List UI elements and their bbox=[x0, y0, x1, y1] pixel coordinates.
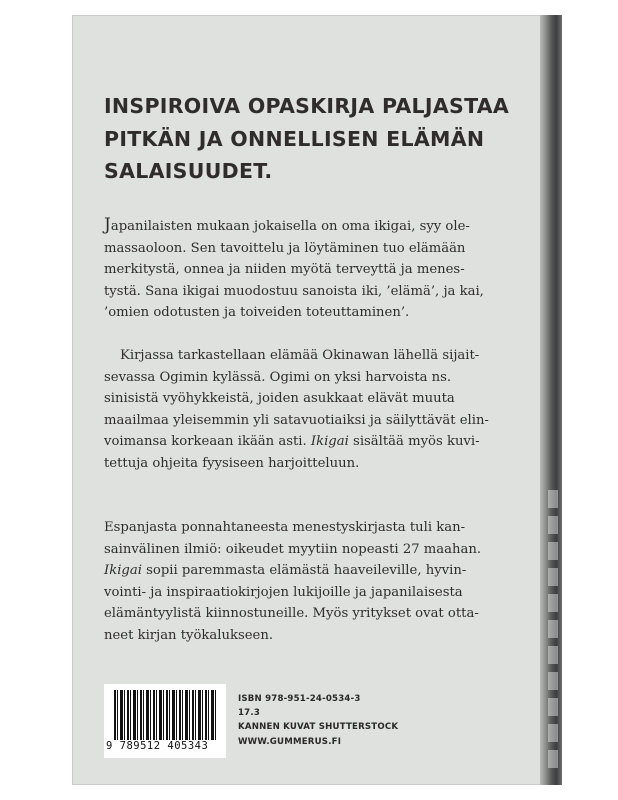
paragraph-line: sevassa Ogimin kylässä. Ogimi on yksi harvoista ns. bbox=[104, 369, 452, 385]
headline-line: PITKÄN JA ONNELLISEN ELÄMÄN bbox=[104, 126, 485, 151]
paragraph-line bbox=[104, 431, 524, 453]
headline-line: INSPIROIVA OPASKIRJA PALJASTAA bbox=[104, 94, 510, 118]
paragraph-line: massaoloon. Sen tavoittelu ja löytäminen tuo elämään bbox=[104, 240, 466, 256]
paragraph-line: elämäntyylistä kiinnostuneille. Myös yritykset ovat otta- bbox=[104, 606, 479, 622]
classification-text: 17.3 bbox=[238, 708, 261, 719]
drop-cap: J bbox=[104, 215, 111, 235]
paragraph-text: voimansa korkeaan ikään asti. bbox=[104, 434, 307, 450]
paragraph-line: sainvälinen ilmiö: oikeudet myytiin nopeasti 27 maahan. bbox=[104, 541, 482, 557]
paragraph-line: Espanjasta ponnahtaneesta menestyskirjasta tuli kan- bbox=[104, 520, 466, 535]
paragraph-line: tettuja ohjeita fyysiseen harjoitteluun. bbox=[104, 455, 360, 471]
isbn-barcode bbox=[104, 684, 226, 758]
paragraph-line: vointi- ja inspiraatiokirjojen lukijoille ja japanilaisesta bbox=[104, 584, 463, 600]
cover-credit-text: KANNEN KUVAT SHUTTERSTOCK bbox=[238, 722, 399, 733]
blurb-paragraph-2 bbox=[104, 345, 524, 475]
paragraph-line: Kirjassa tarkastellaan elämää Okinawan lähellä sijait- bbox=[120, 348, 480, 363]
blurb-paragraph-1 bbox=[104, 215, 524, 324]
book-title-italic: Ikigai bbox=[310, 434, 349, 450]
isbn-text: ISBN 978-951-24-0534-3 bbox=[238, 694, 361, 704]
barcode-bars bbox=[114, 690, 218, 740]
blurb-headline bbox=[104, 90, 524, 188]
paragraph-line: merkitystä, onnea ja niiden myötä terveyttä ja menes- bbox=[104, 262, 465, 278]
paragraph-text: sisältää myös kuvi- bbox=[353, 434, 480, 450]
paragraph-line bbox=[104, 560, 524, 582]
paragraph-line: neet kirjan työkalukseen. bbox=[104, 627, 274, 643]
book-title-italic: Ikigai bbox=[104, 563, 142, 579]
spine-lettering bbox=[548, 490, 558, 770]
paragraph-line: sinisistä vyöhykkeistä, joiden asukkaat elävät muuta bbox=[104, 391, 455, 407]
paragraph-line: ’omien odotusten ja toiveiden toteuttaminen’. bbox=[104, 305, 410, 321]
publisher-website: WWW.GUMMERUS.FI bbox=[238, 736, 342, 747]
headline-line: SALAISUUDET. bbox=[104, 159, 273, 183]
publisher-info bbox=[238, 692, 398, 749]
paragraph-line: maailmaa yleisemmin yli satavuotiaiksi ja säilyttävät elin- bbox=[104, 412, 489, 428]
paragraph-line bbox=[104, 215, 524, 238]
paragraph-text: sopii paremmasta elämästä haaveileville, hyvin- bbox=[146, 563, 467, 579]
blurb-paragraph-3 bbox=[104, 517, 524, 647]
barcode-digits: 9 789512 405343 bbox=[106, 740, 209, 752]
paragraph-line: tystä. Sana ikigai muodostuu sanoista iki, ’elämä’, ja kai, bbox=[104, 283, 484, 299]
paragraph-text: apanilaisten mukaan jokaisella on oma ikigai, syy ole- bbox=[110, 219, 470, 234]
